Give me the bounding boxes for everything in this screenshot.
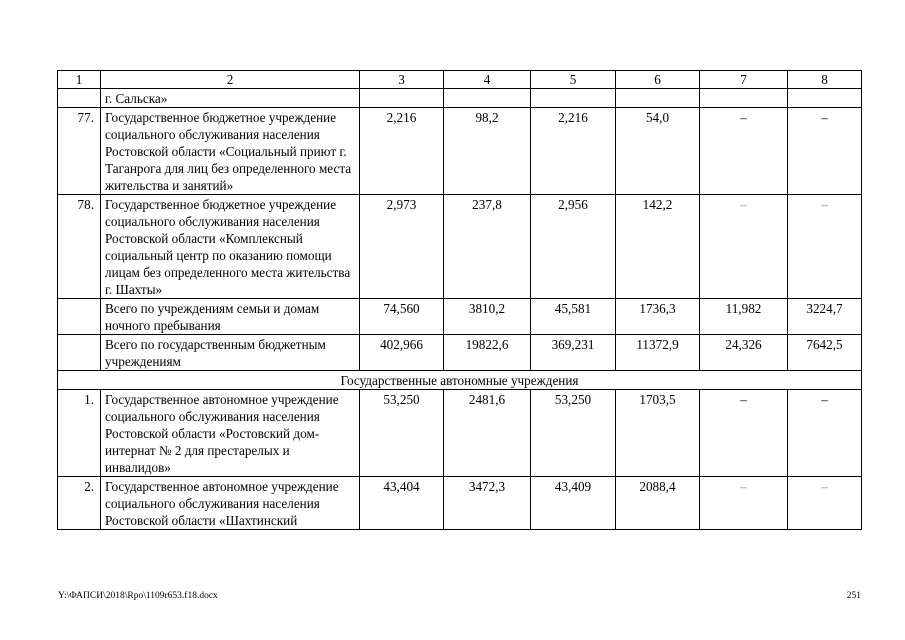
col-header-5: 5 xyxy=(531,71,616,89)
data-table xyxy=(57,70,862,530)
value-cell-5: 2,216 xyxy=(531,108,616,195)
table-row-auto-1 xyxy=(58,390,862,477)
col-header-4: 4 xyxy=(444,71,531,89)
institution-name-cell: Государственное автономное учреждение социального обслуживания населения Ростовской области «Ростовский дом-интернат № 2 для престарелых и инвалидов» xyxy=(101,390,360,477)
value-cell-6: 11372,9 xyxy=(616,335,700,371)
row-num-cell: 77. xyxy=(58,108,101,195)
col-header-7: 7 xyxy=(700,71,788,89)
section-title: Государственные автономные учреждения xyxy=(58,371,862,390)
value-cell-6: 2088,4 xyxy=(616,477,700,530)
value-cell-3: 2,216 xyxy=(360,108,444,195)
col-header-8: 8 xyxy=(788,71,862,89)
value-cell-3: 74,560 xyxy=(360,299,444,335)
value-cell-7: – xyxy=(700,195,788,299)
value-cell-8: – xyxy=(788,390,862,477)
value-cell-4: 3810,2 xyxy=(444,299,531,335)
total-label-cell: Всего по учреждениям семьи и домам ночного пребывания xyxy=(101,299,360,335)
value-cell-8: – xyxy=(788,108,862,195)
institution-name-cell: Государственное автономное учреждение социального обслуживания населения Ростовской области «Шахтинский xyxy=(101,477,360,530)
value-cell-8: – xyxy=(788,195,862,299)
value-cell-3: 2,973 xyxy=(360,195,444,299)
row-num-cell: 78. xyxy=(58,195,101,299)
value-cell-5: 2,956 xyxy=(531,195,616,299)
value-cell-8: – xyxy=(788,477,862,530)
col-header-3: 3 xyxy=(360,71,444,89)
value-cell-6: 54,0 xyxy=(616,108,700,195)
col-header-1: 1 xyxy=(58,71,101,89)
institution-name-cell: г. Сальска» xyxy=(101,89,360,108)
col-header-6: 6 xyxy=(616,71,700,89)
value-cell-4: 2481,6 xyxy=(444,390,531,477)
col-header-2: 2 xyxy=(101,71,360,89)
value-cell-3: 402,966 xyxy=(360,335,444,371)
institution-name-cell: Государственное бюджетное учреждение социального обслуживания населения Ростовской области «Комплексный социальный центр по оказанию помощи лицам без определенного места жительства г. Шахты» xyxy=(101,195,360,299)
value-cell-5: 53,250 xyxy=(531,390,616,477)
value-cell-7: 24,326 xyxy=(700,335,788,371)
value-cell-4: 98,2 xyxy=(444,108,531,195)
section-header-row xyxy=(58,371,862,390)
value-cell-7: 11,982 xyxy=(700,299,788,335)
row-num-cell xyxy=(58,89,101,108)
value-cell-4: 3472,3 xyxy=(444,477,531,530)
page-number: 251 xyxy=(846,591,861,601)
value-cell-6: 1736,3 xyxy=(616,299,700,335)
table-row-total-family xyxy=(58,299,862,335)
table-row-78 xyxy=(58,195,862,299)
header-row xyxy=(58,71,862,89)
value-cell-8: 3224,7 xyxy=(788,299,862,335)
value-cell-5: 43,409 xyxy=(531,477,616,530)
table-row-auto-2 xyxy=(58,477,862,530)
value-cell-6: 1703,5 xyxy=(616,390,700,477)
row-num-cell xyxy=(58,299,101,335)
table-row-total-budget xyxy=(58,335,862,371)
institution-name-cell: Государственное бюджетное учреждение социального обслуживания населения Ростовской области «Социальный приют г. Таганрога для лиц без определенного места жительства и занятий» xyxy=(101,108,360,195)
row-num-cell: 2. xyxy=(58,477,101,530)
row-num-cell: 1. xyxy=(58,390,101,477)
value-cell-3: 53,250 xyxy=(360,390,444,477)
value-cell-8: 7642,5 xyxy=(788,335,862,371)
footer-file-path: Y:\ФАПСИ\2018\Rpo\1109r653.f18.docx xyxy=(58,591,218,601)
value-cell-4: 237,8 xyxy=(444,195,531,299)
value-cell-4: 19822,6 xyxy=(444,335,531,371)
value-cell-7: – xyxy=(700,108,788,195)
value-cell-5: 369,231 xyxy=(531,335,616,371)
value-cell-7: – xyxy=(700,390,788,477)
value-cell-3: 43,404 xyxy=(360,477,444,530)
value-cell-6: 142,2 xyxy=(616,195,700,299)
table-row-77 xyxy=(58,108,862,195)
value-cell-5: 45,581 xyxy=(531,299,616,335)
total-label-cell: Всего по государственным бюджетным учреждениям xyxy=(101,335,360,371)
table-row-continuation xyxy=(58,89,862,108)
value-cell-7: – xyxy=(700,477,788,530)
row-num-cell xyxy=(58,335,101,371)
